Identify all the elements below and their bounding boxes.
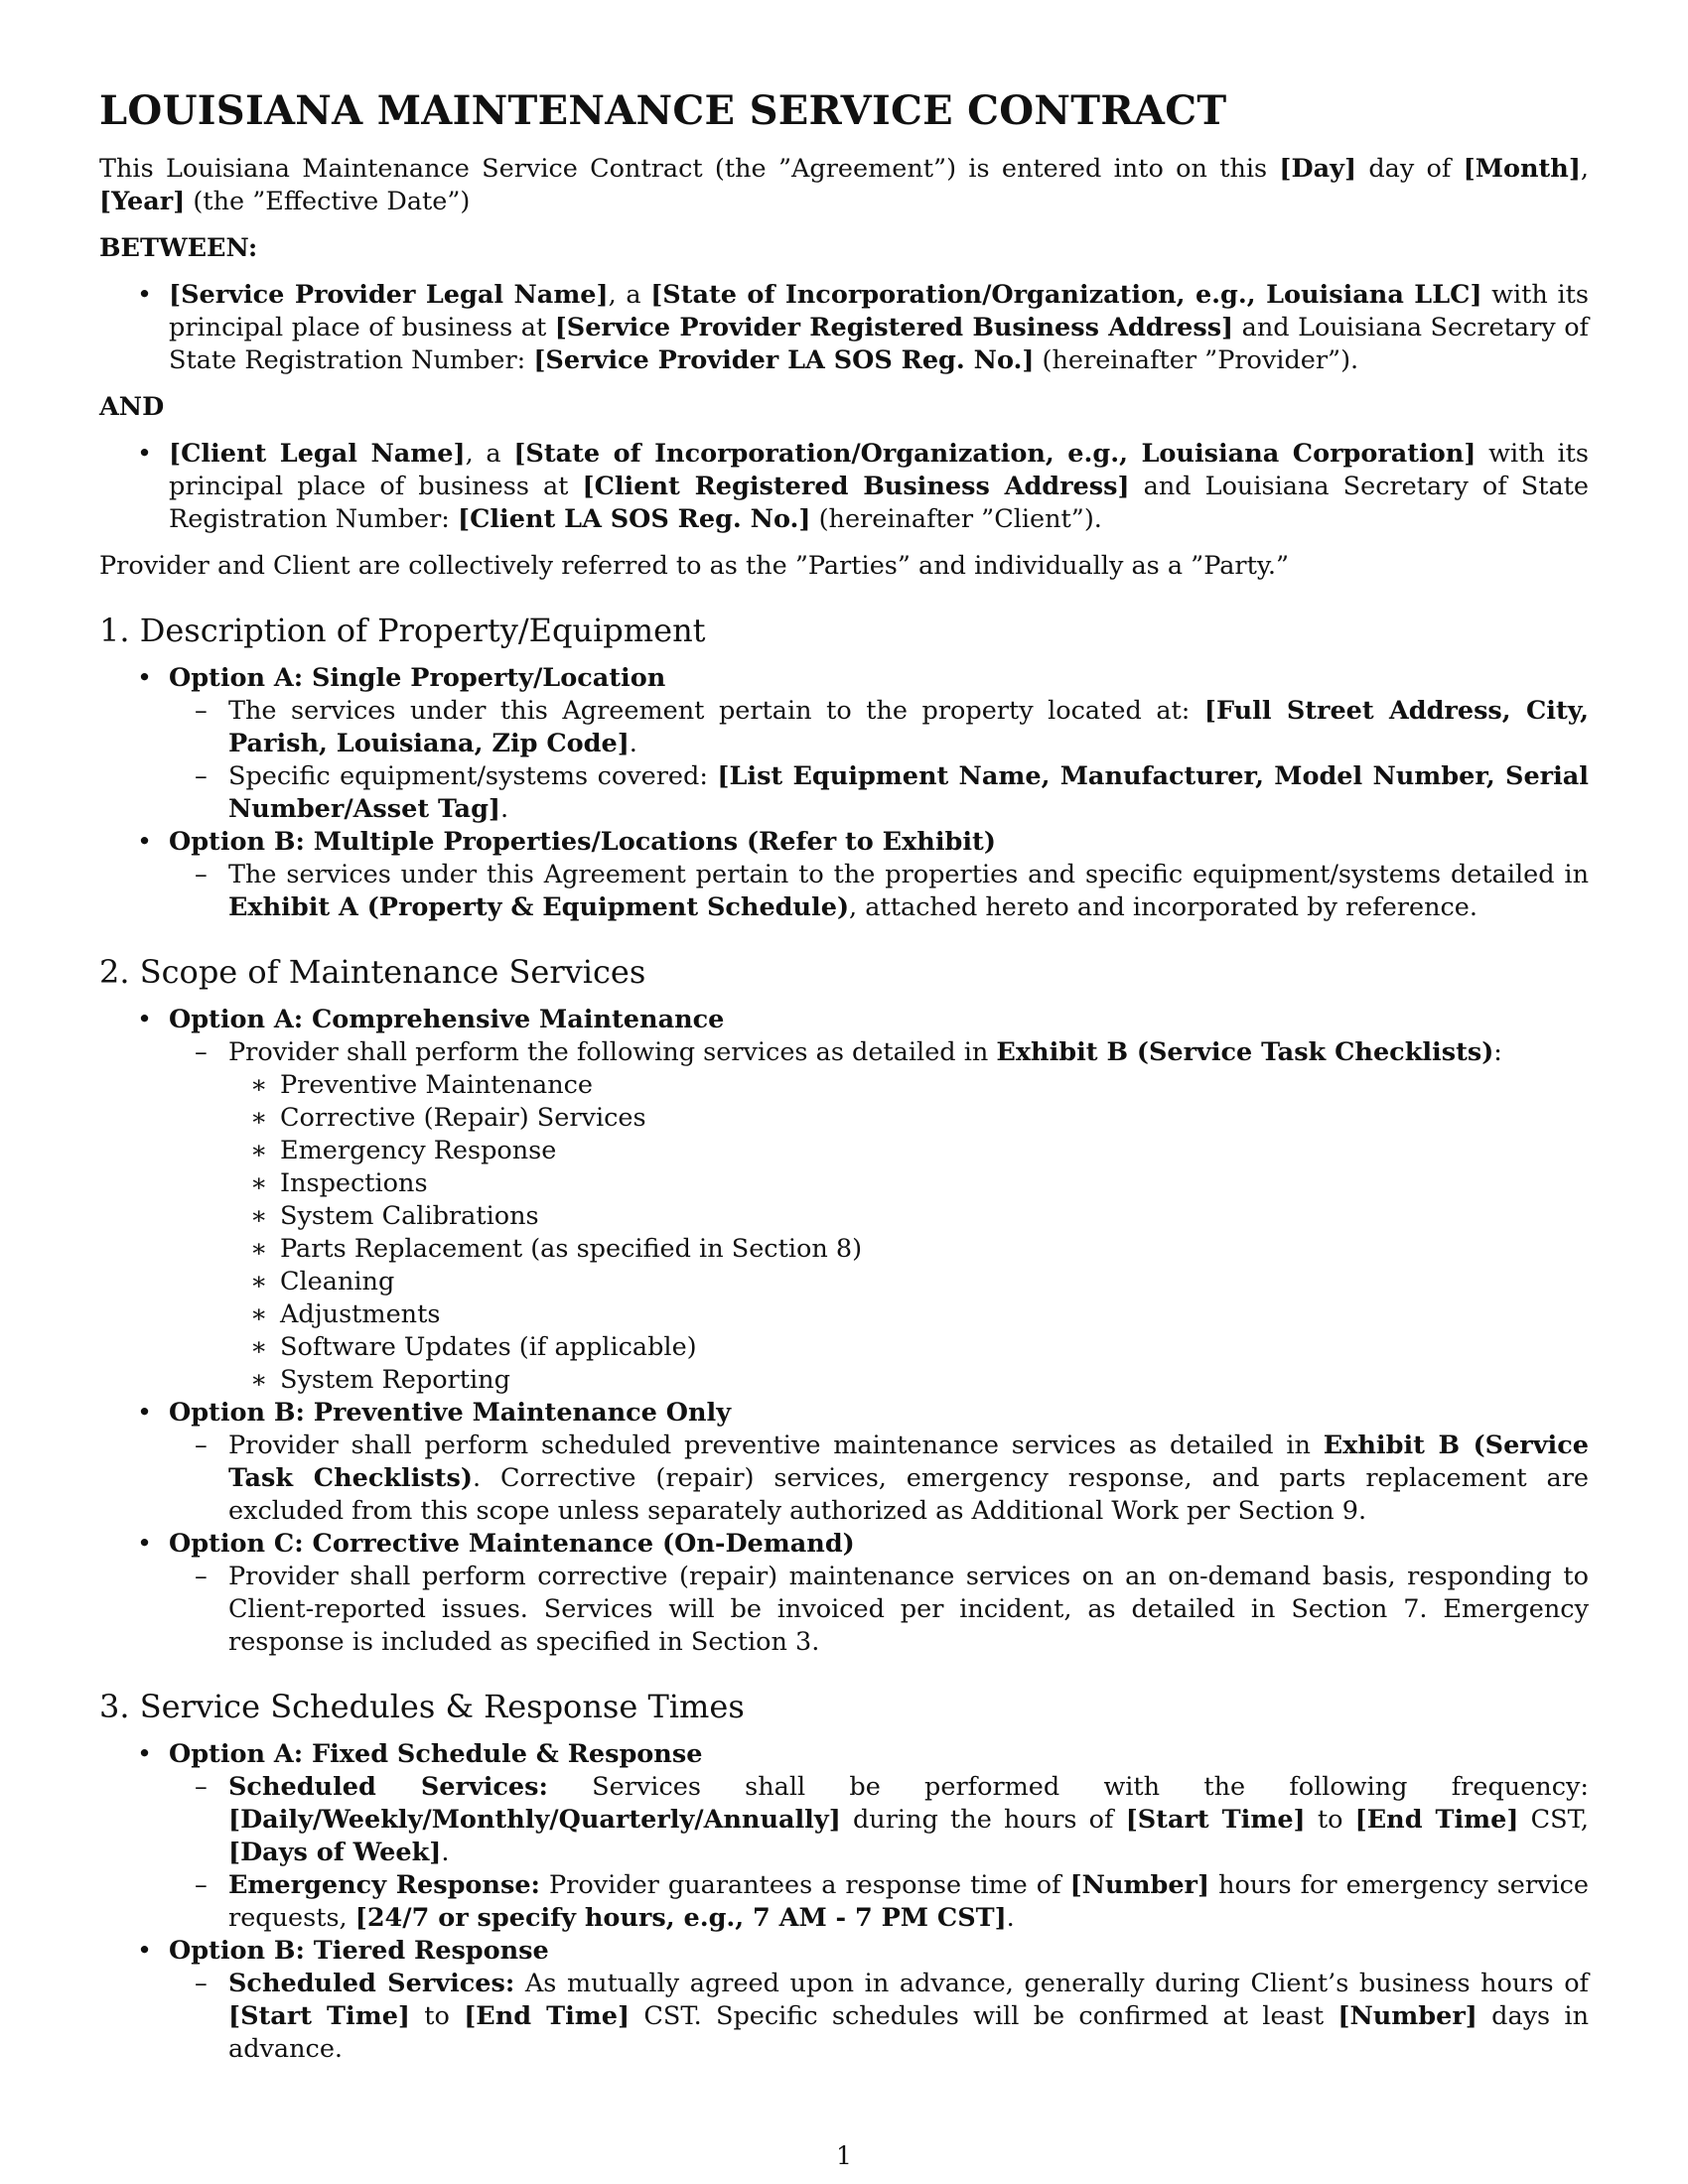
client-text: and Louisiana Secretary of State Registration Number: bbox=[169, 472, 1589, 534]
service-item: ∗ Cleaning bbox=[228, 1266, 1589, 1298]
section-2-options bbox=[99, 1004, 1589, 1659]
service-item: ∗ Corrective (Repair) Services bbox=[228, 1102, 1589, 1135]
day-placeholder: [Day] bbox=[1279, 154, 1357, 184]
option-details bbox=[169, 1561, 1589, 1659]
service-item: ∗ Software Updates (if applicable) bbox=[228, 1331, 1589, 1364]
page-number: 1 bbox=[836, 2141, 852, 2170]
option-label: Option C: Corrective Maintenance (On-Demand) bbox=[169, 1529, 855, 1559]
provider-reg-placeholder: [Service Provider LA SOS Reg. No.] bbox=[533, 345, 1035, 375]
detail-item bbox=[169, 859, 1589, 924]
provider-text: , a bbox=[608, 280, 651, 310]
between-label: BETWEEN: bbox=[99, 233, 258, 263]
option-details bbox=[169, 1430, 1589, 1528]
detail-item bbox=[169, 1869, 1589, 1935]
detail-text: . bbox=[1006, 1903, 1015, 1933]
detail-text: . bbox=[629, 729, 637, 758]
days-placeholder: [Days of Week] bbox=[228, 1838, 442, 1867]
client-state-placeholder: [State of Incorporation/Organization, e.g., Louisiana Corporation] bbox=[513, 439, 1477, 469]
service-item: ∗ System Reporting bbox=[228, 1364, 1589, 1397]
provider-text: (hereinafter ”Provider”). bbox=[1034, 345, 1359, 375]
client-reg-placeholder: [Client LA SOS Reg. No.] bbox=[458, 504, 811, 534]
option-item bbox=[99, 1738, 1589, 1935]
detail-item bbox=[169, 1968, 1589, 2066]
provider-text: with its principal place of business at bbox=[169, 280, 1589, 342]
detail-text: during the hours of bbox=[840, 1805, 1126, 1835]
intro-text: , bbox=[1580, 154, 1589, 184]
document-content bbox=[99, 87, 1589, 2066]
option-details bbox=[169, 859, 1589, 924]
detail-item bbox=[169, 1036, 1589, 1397]
client-text: with its principal place of business at bbox=[169, 439, 1589, 501]
detail-text: Provider guarantees a response time of bbox=[539, 1870, 1070, 1900]
option-item bbox=[99, 1004, 1589, 1397]
service-item: ∗ Adjustments bbox=[228, 1298, 1589, 1331]
client-text: (hereinafter ”Client”). bbox=[810, 504, 1102, 534]
option-label: Option A: Fixed Schedule & Response bbox=[169, 1739, 703, 1769]
scheduled-services-label: Scheduled Services: bbox=[228, 1772, 548, 1802]
services-list bbox=[228, 1069, 1589, 1397]
detail-item: – Provider shall perform corrective (repair) maintenance services on an on-demand basis, responding to Client-reported issues. Services will be invoiced per incident, as detailed in Section 7. Emergency response is included as specified in Section 3. bbox=[169, 1561, 1589, 1659]
section-2-heading: 2. Scope of Maintenance Services bbox=[99, 953, 646, 991]
detail-item bbox=[169, 695, 1589, 760]
provider-address-placeholder: [Service Provider Registered Business Address] bbox=[554, 313, 1234, 342]
start-time-placeholder: [Start Time] bbox=[228, 2001, 410, 2031]
detail-text: Provider shall perform scheduled preventive maintenance services as detailed in bbox=[228, 1431, 1324, 1460]
detail-text: Specific equipment/systems covered: bbox=[228, 761, 718, 791]
equipment-placeholder: [List Equipment Name, Manufacturer, Model Number, Serial Number/Asset Tag] bbox=[228, 761, 1589, 824]
client-list bbox=[99, 438, 1589, 536]
section-3 bbox=[99, 1687, 1589, 2066]
provider-list bbox=[99, 279, 1589, 377]
exhibit-reference: Exhibit A (Property & Equipment Schedule) bbox=[228, 892, 850, 922]
option-label: Option A: Single Property/Location bbox=[169, 663, 666, 693]
hours-placeholder: [24/7 or specify hours, e.g., 7 AM - 7 PM CST] bbox=[354, 1903, 1007, 1933]
scheduled-services-label: Scheduled Services: bbox=[228, 1969, 515, 1998]
detail-text: Provider shall perform the following services as detailed in bbox=[228, 1037, 997, 1067]
detail-text: days in advance. bbox=[228, 2001, 1590, 2064]
detail-text: Services shall be performed with the following frequency: bbox=[547, 1772, 1589, 1802]
option-label: Option A: Comprehensive Maintenance bbox=[169, 1005, 725, 1034]
client-address-placeholder: [Client Registered Business Address] bbox=[582, 472, 1130, 501]
provider-name-placeholder: [Service Provider Legal Name] bbox=[169, 280, 609, 310]
section-1-options bbox=[99, 662, 1589, 924]
month-placeholder: [Month] bbox=[1463, 154, 1581, 184]
emergency-response-label: Emergency Response: bbox=[228, 1870, 540, 1900]
document-title: LOUISIANA MAINTENANCE SERVICE CONTRACT bbox=[99, 87, 1227, 134]
option-details bbox=[169, 1036, 1589, 1397]
provider-item bbox=[99, 279, 1589, 377]
parties-paragraph: Provider and Client are collectively referred to as the ”Parties” and individually as a ”Party.” bbox=[99, 551, 1290, 581]
section-3-options bbox=[99, 1738, 1589, 2066]
service-item: ∗ Inspections bbox=[228, 1167, 1589, 1200]
detail-text: : bbox=[1493, 1037, 1502, 1067]
section-3-heading: 3. Service Schedules & Response Times bbox=[99, 1688, 745, 1725]
option-label: Option B: Tiered Response bbox=[169, 1936, 549, 1966]
detail-text: to bbox=[1305, 1805, 1355, 1835]
intro-text: (the ”Effective Date”) bbox=[185, 187, 471, 216]
service-item: ∗ Preventive Maintenance bbox=[228, 1069, 1589, 1102]
year-placeholder: [Year] bbox=[99, 187, 186, 216]
detail-text: . bbox=[441, 1838, 450, 1867]
option-item bbox=[99, 1935, 1589, 2066]
detail-text: The services under this Agreement pertain to the properties and specific equipment/systems detailed in bbox=[228, 860, 1589, 889]
detail-text: CST. Specific schedules will be confirmed at least bbox=[630, 2001, 1338, 2031]
option-details bbox=[169, 695, 1589, 826]
number-placeholder: [Number] bbox=[1337, 2001, 1477, 2031]
detail-text: hours for emergency service requests, bbox=[228, 1870, 1589, 1933]
exhibit-reference: Exhibit B (Service Task Checklists) bbox=[996, 1037, 1494, 1067]
intro-text: day of bbox=[1356, 154, 1464, 184]
option-item bbox=[99, 1528, 1589, 1659]
provider-text: and Louisiana Secretary of State Registration Number: bbox=[169, 313, 1589, 375]
service-item: ∗ Parts Replacement (as specified in Section 8) bbox=[228, 1233, 1589, 1266]
option-label: Option B: Multiple Properties/Locations (Refer to Exhibit) bbox=[169, 827, 996, 857]
intro-text: This Louisiana Maintenance Service Contract (the ”Agreement”) is entered into on this bbox=[99, 154, 1280, 184]
frequency-placeholder: [Daily/Weekly/Monthly/Quarterly/Annually] bbox=[228, 1805, 841, 1835]
number-placeholder: [Number] bbox=[1069, 1870, 1210, 1900]
detail-text: to bbox=[410, 2001, 465, 2031]
end-time-placeholder: [End Time] bbox=[464, 2001, 631, 2031]
client-text: , a bbox=[465, 439, 514, 469]
end-time-placeholder: [End Time] bbox=[1354, 1805, 1519, 1835]
client-name-placeholder: [Client Legal Name] bbox=[169, 439, 466, 469]
detail-text: The services under this Agreement pertain to the property located at: bbox=[228, 696, 1204, 726]
option-label: Option B: Preventive Maintenance Only bbox=[169, 1398, 732, 1428]
option-item bbox=[99, 662, 1589, 826]
start-time-placeholder: [Start Time] bbox=[1125, 1805, 1306, 1835]
option-item bbox=[99, 826, 1589, 924]
detail-text: . bbox=[499, 794, 509, 824]
section-1 bbox=[99, 611, 1589, 924]
exhibit-reference: Exhibit B (Service Task Checklists) bbox=[228, 1431, 1589, 1493]
option-item bbox=[99, 1397, 1589, 1528]
provider-state-placeholder: [State of Incorporation/Organization, e.g., Louisiana LLC] bbox=[650, 280, 1482, 310]
section-1-heading: 1. Description of Property/Equipment bbox=[99, 612, 706, 649]
option-details bbox=[169, 1771, 1589, 1935]
address-placeholder: [Full Street Address, City, Parish, Louisiana, Zip Code] bbox=[228, 696, 1589, 758]
section-2 bbox=[99, 952, 1589, 1659]
option-details bbox=[169, 1968, 1589, 2066]
detail-item bbox=[169, 1430, 1589, 1528]
client-item bbox=[99, 438, 1589, 536]
detail-item bbox=[169, 760, 1589, 826]
and-label: AND bbox=[99, 392, 165, 422]
detail-text: CST, bbox=[1518, 1805, 1590, 1835]
service-item: ∗ System Calibrations bbox=[228, 1200, 1589, 1233]
detail-text: , attached hereto and incorporated by reference. bbox=[849, 892, 1477, 922]
detail-text: . Corrective (repair) services, emergency response, and parts replacement are excluded from this scope unless separately authorized as Additional Work per Section 9. bbox=[228, 1463, 1589, 1526]
detail-item bbox=[169, 1771, 1589, 1869]
intro-paragraph bbox=[99, 153, 1589, 218]
service-item: ∗ Emergency Response bbox=[228, 1135, 1589, 1167]
detail-text: As mutually agreed upon in advance, generally during Client’s business hours of bbox=[514, 1969, 1589, 1998]
